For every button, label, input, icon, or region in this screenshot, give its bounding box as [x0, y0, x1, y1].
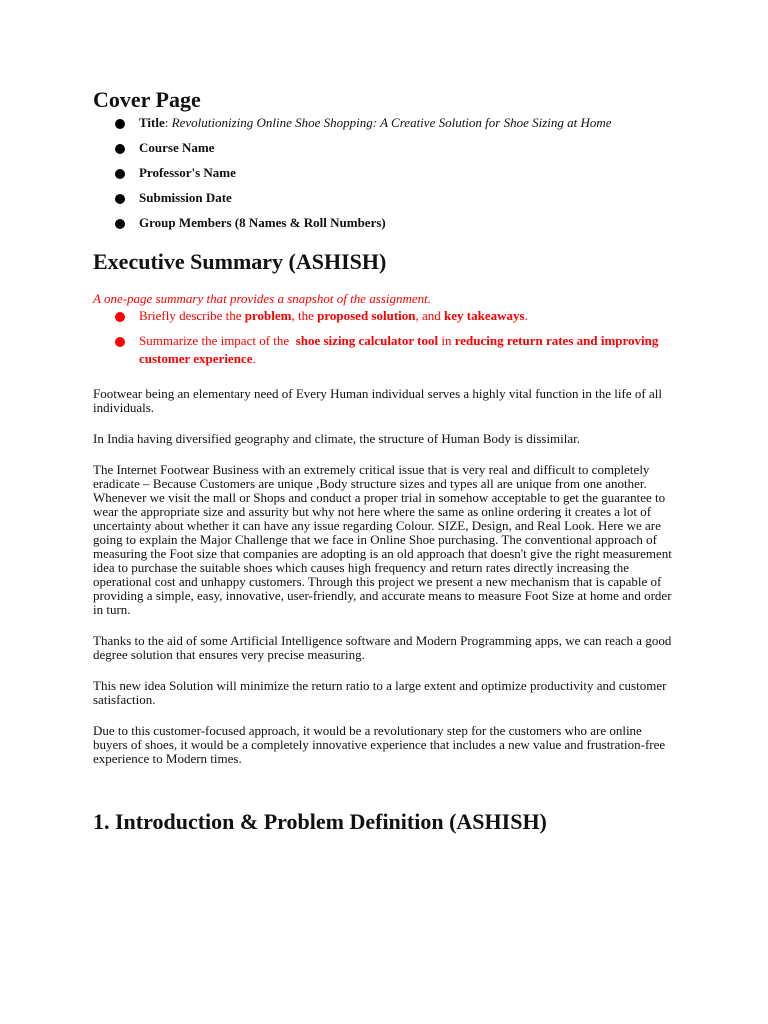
text-run: in: [438, 333, 455, 348]
executive-summary-note: A one-page summary that provides a snapshot of the assignment.: [93, 291, 431, 306]
paragraph-footwear-business: The Internet Footwear Business with an extremely critical issue that is very real and difficult to completely eradicate – Because Customers are unique ,Body structure sizes and types all are unique from one another. Whenever we visit the mall or Shops and conduct a proper trial in somehow acceptable to get the guarantee to wear the appropriate size and assurity but why not here where the same as online ordering it creates a lot of uncertainty about whether it can have any issue regarding Colour. SIZE, Design, and Real Look. Here we are going to explain the Major Challenge that we face in Online Shoe purchasing. The conventional approach of measuring the Foot size that companies are adopting is an old approach that doesn't give the right measurement idea to purchase the suitable shoes which causes high frequency and return rates directly increasing the operational cost and unhappy customers. Through this project we present a new mechanism that is capable of providing a simple, easy, innovative, user-friendly, and accurate means to measure Foot Size at home and order in turn.: [93, 462, 672, 617]
executive-bullet-summarize: [93, 332, 673, 368]
executive-bullet-describe: [93, 307, 673, 325]
cover-item-date: [93, 189, 673, 207]
paragraph-ai-software: Thanks to the aid of some Artificial Intelligence software and Modern Programming apps, we can reach a good degree solution that ensures very precise measuring.: [93, 633, 672, 662]
text-run: , and: [415, 308, 445, 323]
executive-summary-heading: Executive Summary (ASHISH): [93, 249, 387, 274]
key-takeaways-bold: key takeaways: [444, 308, 525, 323]
cover-item-group: [93, 214, 673, 232]
course-name-label: Course Name: [139, 140, 215, 155]
cover-page-heading: Cover Page: [93, 87, 201, 112]
reducing-return-rates-bold: reducing return rates and improving customer experience: [139, 333, 659, 366]
paragraph-new-solution: This new idea Solution will minimize the return ratio to a large extent and optimize productivity and customer satisfaction.: [93, 678, 667, 707]
group-members-label: Group Members (8 Names & Roll Numbers): [139, 215, 386, 230]
title-value: Revolutionizing Online Shoe Shopping: A Creative Solution for Shoe Sizing at Home: [171, 115, 612, 130]
paragraph-customer-focused: Due to this customer-focused approach, it would be a revolutionary step for the customers who are online buyers of shoes, it would be a completely innovative experience that includes a new value and frustration-free experience to Modern times.: [93, 723, 666, 766]
cover-items-list: [93, 114, 673, 232]
title-separator: :: [164, 115, 172, 130]
text-run: Briefly describe the: [139, 308, 245, 323]
introduction-heading: 1. Introduction & Problem Definition (ASHISH): [93, 809, 547, 834]
paragraph-footwear-need: Footwear being an elementary need of Every Human individual serves a highly vital function in the life of all individuals.: [93, 386, 662, 415]
calculator-tool-bold: shoe sizing calculator tool: [295, 333, 439, 348]
proposed-solution-bold: proposed solution: [317, 308, 416, 323]
bullet-icon: [115, 337, 125, 347]
bullet-icon: [115, 194, 125, 204]
executive-bullets-list: [93, 307, 673, 368]
bullet-icon: [115, 169, 125, 179]
cover-item-title: [93, 114, 673, 132]
bullet-icon: [115, 119, 125, 129]
bullet-icon: [115, 219, 125, 229]
submission-date-label: Submission Date: [139, 190, 232, 205]
text-run: Summarize the impact of the: [139, 333, 296, 348]
document-content: [93, 86, 673, 836]
professor-name-label: Professor's Name: [139, 165, 236, 180]
bullet-icon: [115, 144, 125, 154]
paragraph-india-geography: In India having diversified geography and climate, the structure of Human Body is dissimilar.: [93, 431, 581, 446]
text-run: .: [252, 351, 256, 366]
cover-item-professor: [93, 164, 673, 182]
text-run: .: [524, 308, 528, 323]
text-run: , the: [291, 308, 318, 323]
bullet-icon: [115, 312, 125, 322]
cover-item-course: [93, 139, 673, 157]
title-label: Title: [139, 115, 165, 130]
problem-bold: problem: [244, 308, 292, 323]
